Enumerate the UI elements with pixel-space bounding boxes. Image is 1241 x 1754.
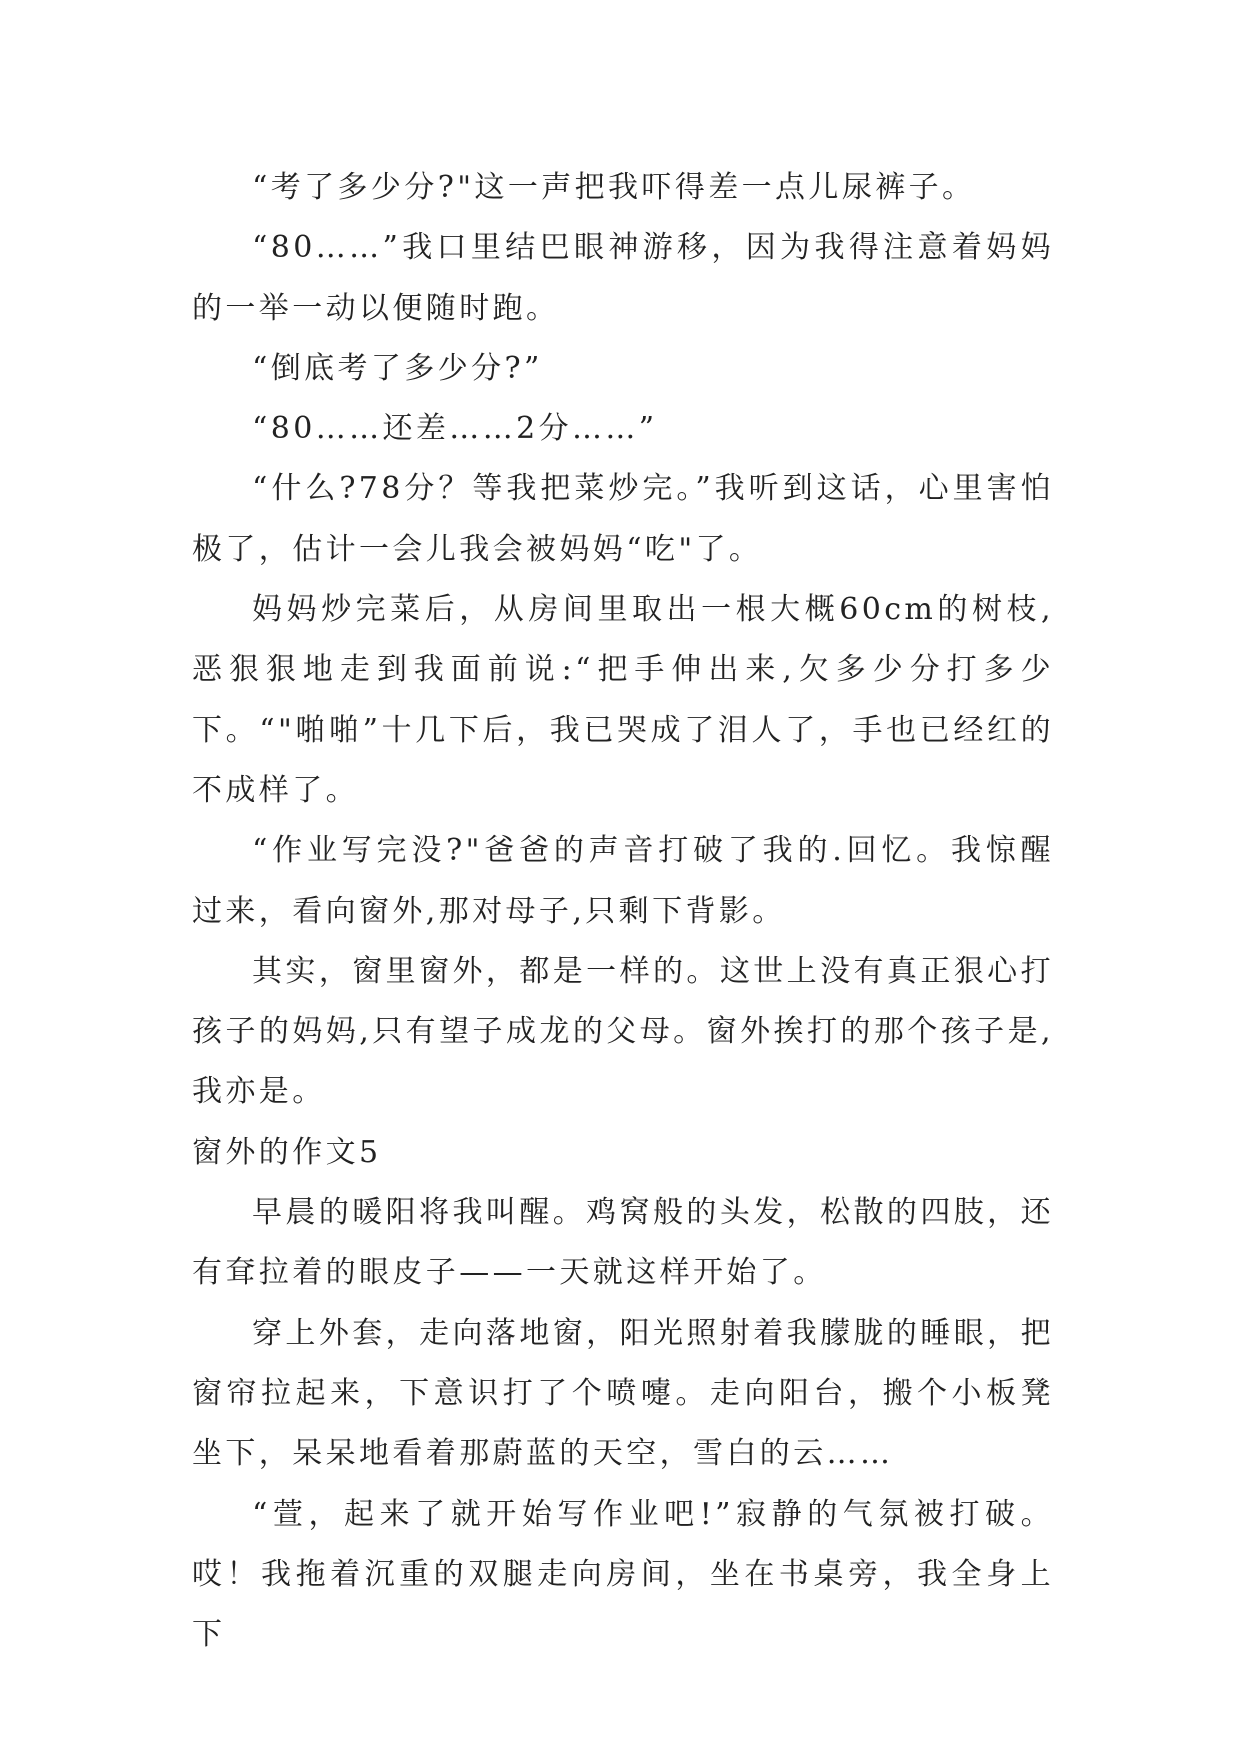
paragraph: “80……”我口里结巴眼神游移，因为我得注意着妈妈的一举一动以便随时跑。 bbox=[192, 230, 1054, 326]
paragraph: “考了多少分?"这一声把我吓得差一点儿尿裤子。 bbox=[252, 170, 976, 205]
paragraph: “萱，起来了就开始写作业吧!”寂静的气氛被打破。哎！我拖着沉重的双腿走向房间，坐在书桌旁，我全身上下 bbox=[192, 1496, 1054, 1653]
paragraph: 早晨的暖阳将我叫醒。鸡窝般的头发，松散的四肢，还有耷拉着的眼皮子——一天就这样开始了。 bbox=[192, 1195, 1054, 1291]
paragraph: 妈妈炒完菜后，从房间里取出一根大概60cm的树枝,恶狠狠地走到我面前说:“把手伸出来,欠多少分打多少下。“"啪啪”十几下后，我已哭成了泪人了，手也已经红的不成样了。 bbox=[192, 592, 1054, 808]
paragraph: 其实，窗里窗外，都是一样的。这世上没有真正狠心打孩子的妈妈,只有望子成龙的父母。窗外挨打的那个孩子是,我亦是。 bbox=[192, 953, 1054, 1110]
paragraph: “80……还差……2分……” bbox=[252, 411, 658, 447]
paragraph: “什么?78分？等我把菜炒完。”我听到这话，心里害怕极了，估计一会儿我会被妈妈“吃"了。 bbox=[192, 471, 1054, 567]
paragraph: 穿上外套，走向落地窗，阳光照射着我朦胧的睡眼，把窗帘拉起来，下意识打了个喷嚏。走向阳台，搬个小板凳坐下，呆呆地看着那蔚蓝的天空，雪白的云…… bbox=[192, 1315, 1054, 1472]
paragraph: “作业写完没?"爸爸的声音打破了我的.回忆。我惊醒过来，看向窗外,那对母子,只剩下背影。 bbox=[192, 833, 1054, 929]
section-title: 窗外的作文5 bbox=[192, 1134, 382, 1170]
essay-text bbox=[192, 158, 1054, 1665]
paragraph: “倒底考了多少分?” bbox=[252, 350, 543, 386]
